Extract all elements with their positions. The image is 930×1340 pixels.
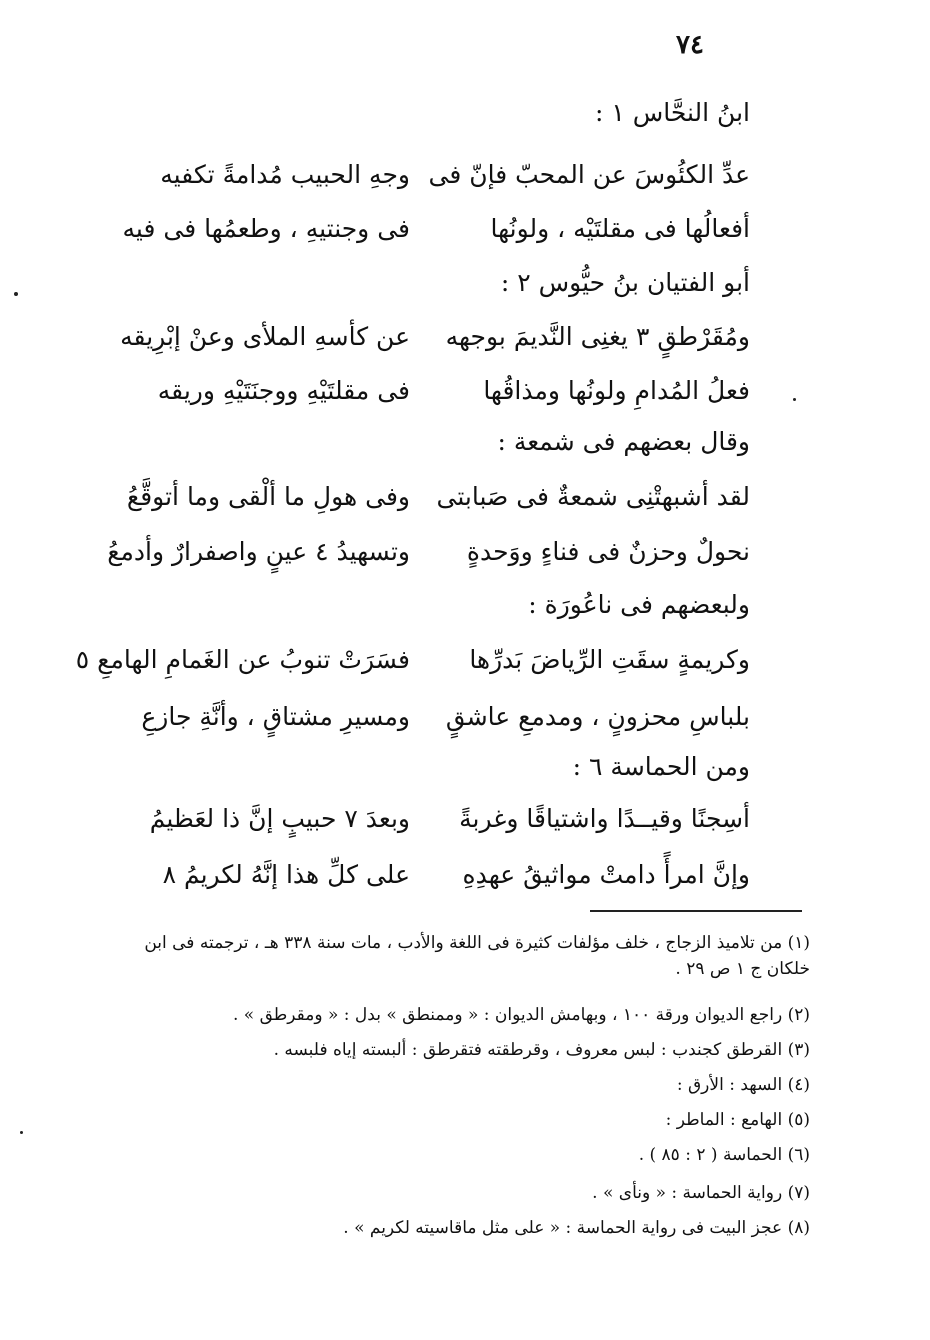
- verse-second-hemistich: وبعدَ ٧ حبيبٍ إنَّ ذا لعَظيمُ: [149, 804, 410, 833]
- verse-second-hemistich: وتسهيدُ ٤ عينٍ واصفرارٌ وأدمعُ: [107, 537, 410, 566]
- footnote-separator: [590, 910, 802, 912]
- footnote: (٨) عجز البيت فى رواية الحماسة : « على مثل ماقاسيته لكريم » .: [343, 1218, 810, 1238]
- verse-first-hemistich: وكريمةٍ سقَتِ الرِّياضَ بَدرِّها: [469, 645, 750, 674]
- footnote: (٥) الهامع : الماطر :: [665, 1110, 810, 1130]
- verse-second-hemistich: فى وجنتيهِ ، وطعمُها فى فيه: [122, 214, 410, 243]
- poem-introduction: وقال بعضهم فى شمعة :: [497, 427, 750, 456]
- scan-speck: [14, 292, 18, 296]
- scan-speck: [793, 398, 796, 401]
- verse-first-hemistich: وإنَّ امرأً دامتْ مواثيقُ عهدِهِ: [462, 860, 750, 889]
- page-number: ٧٤: [676, 30, 704, 60]
- verse-first-hemistich: أسِجنًا وقيــدًا واشتياقًا وغربةً: [459, 804, 750, 833]
- footnote: (١) من تلاميذ الزجاج ، خلف مؤلفات كثيرة فى اللغة والأدب ، مات سنة ٣٣٨ هـ ، ترجمته فى ابن خلكان ج ١ ص ٢٩ .: [144, 933, 810, 979]
- verse-first-hemistich: بلباسِ محزونٍ ، ومدمعِ عاشقٍ: [445, 702, 750, 731]
- verse-second-hemistich: وفى هولِ ما ألْقى وما أتوقَّعُ: [126, 482, 410, 511]
- verse-first-hemistich: عدِّ الكئُوسَ عن المحبّ فإنّ فى: [428, 160, 750, 189]
- footnote: (٧) رواية الحماسة : « ونأى » .: [592, 1183, 810, 1203]
- verse-second-hemistich: عن كأسهِ الملأى وعنْ إبْرِيقه: [120, 322, 410, 351]
- verse-first-hemistich: نحولٌ وحزنٌ فى فناءٍ ووَحدةٍ: [466, 537, 750, 566]
- verse-second-hemistich: ومسيرِ مشتاقٍ ، وأنَّةِ جازعِ: [141, 702, 410, 731]
- poem-introduction: ومن الحماسة ٦ :: [572, 752, 750, 781]
- footnote: (٢) راجع الديوان ورقة ١٠٠ ، وبهامش الديوان : « وممنطق » بدل : « ومقرطق » .: [232, 1005, 810, 1025]
- footnote: (٦) الحماسة ( ٢ : ٨٥ ) .: [638, 1145, 810, 1165]
- verse-first-hemistich: أفعالُها فى مقلتَيْه ، ولونُها: [490, 214, 750, 243]
- scan-speck: [20, 1131, 23, 1134]
- verse-second-hemistich: وجهِ الحبيب مُدامةً تكفيه: [160, 160, 410, 189]
- footnote: (٤) السهد : الأرق :: [676, 1075, 810, 1095]
- verse-first-hemistich: لقد أشبهتْنِى شمعةٌ فى صَبابتى: [436, 482, 750, 511]
- poem-introduction: ابنُ النحَّاس ١ :: [594, 98, 750, 127]
- verse-first-hemistich: ومُقَرْطقٍ ٣ يغنِى النَّديمَ بوجهه: [445, 322, 750, 351]
- verse-second-hemistich: فى مقلتَيْهِ ووجنَتَيْهِ وريقه: [157, 376, 410, 405]
- poem-introduction: أبو الفتيان بنُ حيُّوس ٢ :: [500, 268, 750, 297]
- poem-introduction: ولبعضهم فى ناعُورَة :: [528, 590, 750, 619]
- verse-second-hemistich: فسَرَتْ تنوبُ عن الغَمامِ الهامعِ ٥: [75, 645, 410, 674]
- footnote: (٣) القرطق كجندب : لبس معروف ، وقرطقته فتقرطق : ألبسته إياه فلبسه .: [273, 1040, 810, 1060]
- verse-second-hemistich: على كلِّ هذا إنَّهُ لكريمُ ٨: [162, 860, 410, 889]
- verse-first-hemistich: فعلُ المُدامِ ولونُها ومذاقُها: [483, 376, 750, 405]
